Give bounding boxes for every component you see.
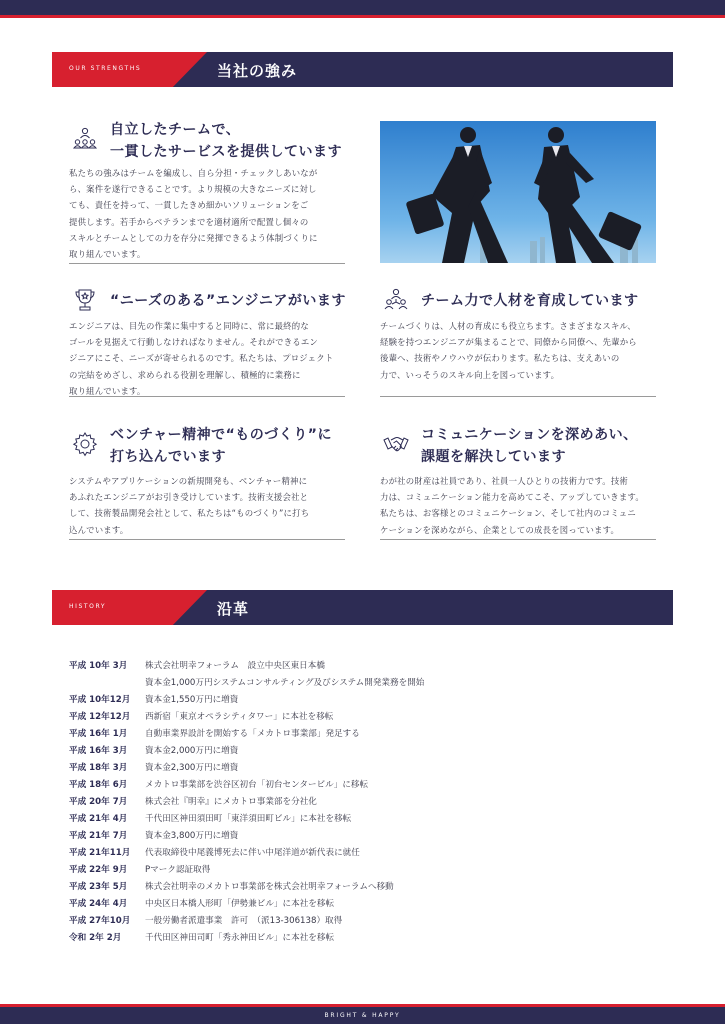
strengths-section-header xyxy=(52,52,673,87)
history-row xyxy=(69,809,649,826)
strength-2-title: “ニーズのある”エンジニアがいます xyxy=(110,293,346,309)
history-row xyxy=(69,877,649,894)
strength-1-title: 自立したチームで、 一貫したサービスを提供しています xyxy=(110,122,342,160)
history-row xyxy=(69,724,649,741)
businessmen-illustration xyxy=(380,121,656,263)
strength-3-body: チームづくりは、人材の育成にも役立ちます。さまざまなスキル、 経験を持つエンジニアが集まることで、同僚から同僚へ、先輩から 後輩へ、技術やノウハウが伝わります。私たちは、支えあいの 力で、いっそうのスキル向上を図っています。 xyxy=(380,321,637,380)
history-row xyxy=(69,928,649,945)
history-date: 平成 20年 7月 xyxy=(69,796,128,807)
history-date: 令和 2年 2月 xyxy=(69,932,122,943)
section-title: 沿革 xyxy=(217,600,250,618)
top-bar xyxy=(0,0,725,18)
history-event: 資本金2,300万円に増資 xyxy=(145,762,239,773)
history-row xyxy=(69,656,649,673)
handshake-icon xyxy=(383,431,409,457)
history-date: 平成 27年10月 xyxy=(69,915,131,926)
history-row xyxy=(69,775,649,792)
history-event: 資本金1,550万円に増資 xyxy=(145,694,239,705)
history-row xyxy=(69,792,649,809)
section-label-en: HISTORY xyxy=(69,603,107,610)
history-event: 資本金3,800万円に増資 xyxy=(145,830,239,841)
history-section-header xyxy=(52,590,673,625)
history-row xyxy=(69,758,649,775)
section-title: 当社の強み xyxy=(217,62,298,80)
divider xyxy=(69,539,345,540)
history-date: 平成 22年 9月 xyxy=(69,864,128,875)
history-event: 千代田区神田司町「秀永神田ビル」に本社を移転 xyxy=(145,932,335,943)
divider xyxy=(69,396,345,397)
gear-icon xyxy=(72,431,98,457)
divider xyxy=(380,396,656,397)
history-row xyxy=(69,690,649,707)
history-date: 平成 16年 3月 xyxy=(69,745,128,756)
history-event: 株式会社明幸のメカトロ事業部を株式会社明幸フォーラムへ移動 xyxy=(145,881,394,892)
history-event: 株式会社明幸フォーラム 設立中央区東日本橋 xyxy=(145,660,325,671)
history-event: 一般労働者派遣事業 許可 （派13-306138）取得 xyxy=(145,915,343,926)
history-row xyxy=(69,894,649,911)
footer-tagline: BRIGHT & HAPPY xyxy=(324,1012,401,1019)
strength-3-title: チーム力で人材を育成しています xyxy=(421,293,639,309)
history-row xyxy=(69,860,649,877)
people-group-icon xyxy=(383,287,409,313)
history-event: 資本金1,000万円システムコンサルティング及びシステム開発業務を開始 xyxy=(145,677,425,688)
trophy-icon xyxy=(72,287,98,313)
history-date: 平成 12年12月 xyxy=(69,711,131,722)
history-date: 平成 10年 3月 xyxy=(69,660,128,671)
history-list xyxy=(69,656,649,945)
history-row xyxy=(69,673,649,690)
history-date: 平成 21年 4月 xyxy=(69,813,128,824)
businessmen-photo xyxy=(380,121,656,263)
history-date: 平成 10年12月 xyxy=(69,694,131,705)
team-icon xyxy=(72,126,98,152)
history-row xyxy=(69,707,649,724)
divider xyxy=(69,263,345,264)
history-row xyxy=(69,826,649,843)
history-event: 株式会社『明幸』にメカトロ事業部を分社化 xyxy=(145,796,317,807)
history-event: 西新宿「東京オペラシティタワー」に本社を移転 xyxy=(145,711,334,722)
strength-5-title: コミュニケーションを深めあい、 課題を解決しています xyxy=(421,427,638,465)
history-row xyxy=(69,911,649,928)
history-event: 千代田区神田須田町「東洋須田町ビル」に本社を移転 xyxy=(145,813,352,824)
history-event: 自動車業界設計を開始する「メカトロ事業部」発足する xyxy=(145,728,360,739)
history-event: Pマーク認証取得 xyxy=(145,864,211,875)
history-date: 平成 18年 6月 xyxy=(69,779,128,790)
history-date: 平成 21年 7月 xyxy=(69,830,128,841)
history-event: 資本金2,000万円に増資 xyxy=(145,745,239,756)
strength-2-body: エンジニアは、目先の作業に集中すると同時に、常に最終的な ゴールを見据えて行動しなければなりません。それができるエン ジニアにこそ、ニーズが寄せられるのです。私たちは、プロジェクト の完結をめざし、求められる役割を理解し、積極的に業務に 取り組んでいます。 xyxy=(69,321,334,396)
strength-1-body: 私たちの強みはチームを編成し、自ら分担・チェックしあいなが ら、案件を遂行できることです。より規模の大きなニーズに対し ても、責任を持って、一貫したきめ細かいソリューションをご 提供します。若手からベテランまでを適材適所で配置し個々の スキルとチームとしての力を存分に発揮できるよう体制づくりに 取り組んでいます。 xyxy=(69,168,318,260)
strength-5-body: わが社の財産は社員であり、社員一人ひとりの技術力です。技術 力は、コミュニケーション能力を高めてこそ、アップしていきます。 私たちは、お客様とのコミュニケーション、そして社内のコミュニ ケーションを深めながら、企業としての成長を図っています。 xyxy=(380,476,644,535)
history-date: 平成 16年 1月 xyxy=(69,728,128,739)
history-date: 平成 18年 3月 xyxy=(69,762,128,773)
history-event: 中央区日本橋人形町「伊勢兼ビル」に本社を移転 xyxy=(145,898,335,909)
history-date: 平成 24年 4月 xyxy=(69,898,128,909)
history-date: 平成 21年11月 xyxy=(69,847,131,858)
history-date: 平成 23年 5月 xyxy=(69,881,128,892)
section-label-en: OUR STRENGTHS xyxy=(69,65,142,72)
strength-4-body: システムやアプリケーションの新規開発も、ベンチャー精神に あふれたエンジニアがお引き受けしています。技術支援会社と して、技術製品開発会社として、私たちは“ものづくり”に打ち 込んでいます。 xyxy=(69,476,310,535)
footer-bar xyxy=(0,1004,725,1024)
history-row xyxy=(69,843,649,860)
history-event: 代表取締役中尾義博死去に伴い中尾洋道が新代表に就任 xyxy=(145,847,360,858)
strength-4-title: ベンチャー精神で“ものづくり”に 打ち込んでいます xyxy=(110,427,332,465)
divider xyxy=(380,539,656,540)
history-event: メカトロ事業部を渋谷区初台「初台センタービル」に移転 xyxy=(145,779,369,790)
history-row xyxy=(69,741,649,758)
